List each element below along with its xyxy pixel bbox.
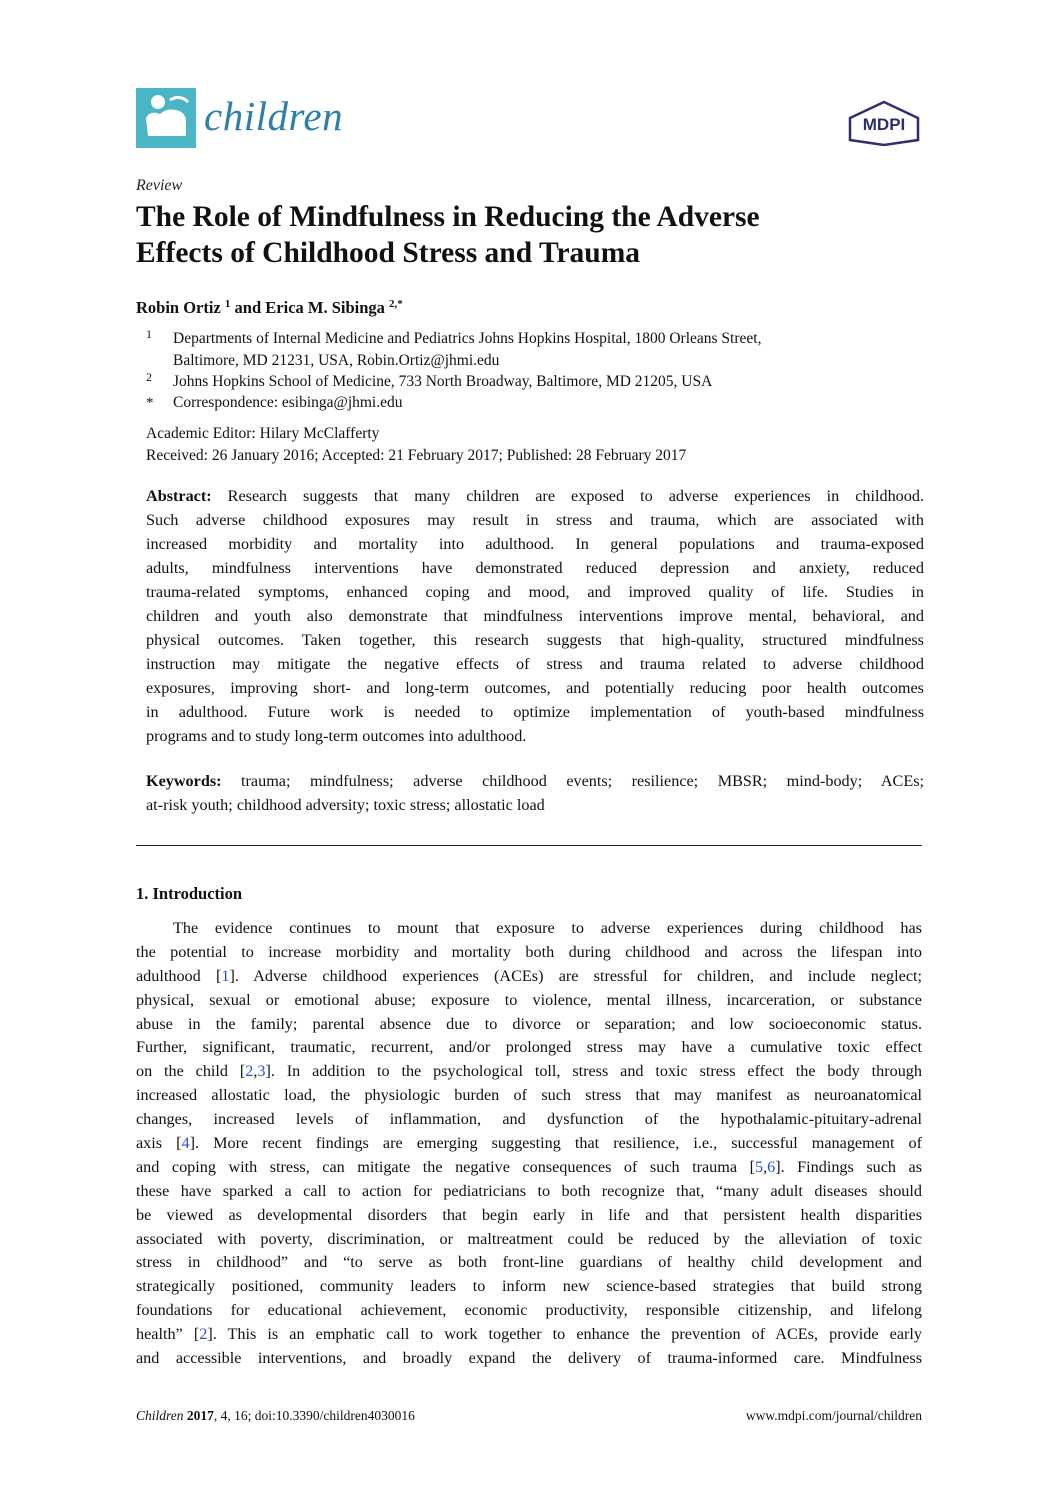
affiliation-line: Departments of Internal Medicine and Pediatrics Johns Hopkins Hospital, 1800 Orleans Street, xyxy=(173,330,762,347)
affiliation-2 xyxy=(173,371,712,393)
journal-url[interactable]: www.mdpi.com/journal/children xyxy=(745,1408,922,1423)
abstract-line: increased morbidity and mortality into adulthood. In general populations and trauma-exposed xyxy=(146,535,924,553)
title-line: Effects of Childhood Stress and Trauma xyxy=(136,237,641,269)
body-line xyxy=(136,965,922,989)
section-body xyxy=(136,917,922,1371)
article-type: Review xyxy=(136,177,183,194)
children-journal-logo-icon xyxy=(136,88,196,148)
body-text-run: be viewed as developmental disorders that begin early in life and that persistent health disparities xyxy=(136,1205,922,1224)
section-divider xyxy=(136,845,922,846)
keywords-line: at-risk youth; childhood adversity; toxic stress; allostatic load xyxy=(146,796,545,814)
abstract-line: instruction may mitigate the negative effects of stress and trauma related to adverse childhood xyxy=(146,655,924,673)
footer-year: 2017 xyxy=(186,1408,214,1423)
body-line xyxy=(136,1013,922,1037)
affiliation-mark: * xyxy=(146,395,154,411)
citation-link[interactable]: 2 xyxy=(199,1325,208,1344)
academic-editor: Academic Editor: Hilary McClafferty xyxy=(146,425,380,442)
citation-link[interactable]: 6 xyxy=(767,1157,776,1176)
body-text-run: foundations for educational achievement, economic productivity, responsible citizenship, and lifelong xyxy=(136,1301,922,1320)
body-text-run: on the child [ xyxy=(136,1062,246,1081)
body-text-run: these have sparked a call to action for pediatricians to both recognize that, “many adult diseases should xyxy=(136,1181,922,1200)
abstract-line: Abstract: Research suggests that many children are exposed to adverse experiences in childhood. xyxy=(146,487,924,505)
title-line: The Role of Mindfulness in Reducing the Adverse xyxy=(136,201,760,233)
section-heading: 1. Introduction xyxy=(136,884,243,903)
body-text-run: Further, significant, traumatic, recurrent, and/or prolonged stress may have a cumulative toxic effect xyxy=(136,1038,922,1057)
abstract-line: Such adverse childhood exposures may result in stress and trauma, which are associated with xyxy=(146,511,924,529)
citation-link[interactable]: 4 xyxy=(181,1134,190,1153)
keywords-line: Keywords: trauma; mindfulness; adverse childhood events; resilience; MBSR; mind-body; ACEs; xyxy=(146,772,925,790)
abstract xyxy=(146,484,924,748)
citation-footer xyxy=(136,1408,415,1424)
body-line xyxy=(136,917,922,941)
keywords xyxy=(146,769,924,817)
affiliation-mark: 1 xyxy=(146,327,152,341)
affiliation-line: Baltimore, MD 21231, USA, Robin.Ortiz@jhmi.edu xyxy=(173,351,500,369)
body-line xyxy=(136,1060,922,1084)
body-line xyxy=(136,1228,922,1252)
body-line xyxy=(136,1156,922,1180)
affiliation-1 xyxy=(173,328,761,371)
abstract-line: in adulthood. Future work is needed to optimize implementation of youth-based mindfulness xyxy=(146,703,924,721)
abstract-line: trauma-related symptoms, enhanced coping and mood, and improved quality of life. Studies in xyxy=(146,583,924,601)
body-line xyxy=(136,1251,922,1275)
body-line xyxy=(136,1132,922,1156)
citation-link[interactable]: 2 xyxy=(245,1062,254,1081)
footer-journal: Children xyxy=(136,1408,184,1423)
publication-dates: Received: 26 January 2016; Accepted: 21 February 2017; Published: 28 February 2017 xyxy=(146,447,687,464)
abstract-line: physical outcomes. Taken together, this research suggests that high-quality, structured mindfulness xyxy=(146,631,924,649)
body-text-run: ]. Adverse childhood experiences (ACEs) are stressful for children, and include neglect; xyxy=(229,966,922,985)
abstract-label: Abstract: xyxy=(146,487,212,505)
body-text-run: strategically positioned, community leaders to inform new science-based strategies that build strong xyxy=(136,1277,922,1296)
body-text-run: and accessible interventions, and broadly expand the delivery of trauma-informed care. Mindfulness xyxy=(136,1349,922,1368)
body-text-run: ]. More recent findings are emerging suggesting that resilience, i.e., successful management of xyxy=(189,1134,922,1153)
affiliation-line: Johns Hopkins School of Medicine, 733 North Broadway, Baltimore, MD 21205, USA xyxy=(173,373,713,390)
abstract-line: exposures, improving short- and long-term outcomes, and potentially reducing poor health outcomes xyxy=(146,679,924,697)
body-line xyxy=(136,941,922,965)
journal-name: children xyxy=(204,93,344,139)
author-affil-mark: 2,* xyxy=(389,298,403,310)
body-line xyxy=(136,1108,922,1132)
abstract-line: children and youth also demonstrate that mindfulness interventions improve mental, behavioral, and xyxy=(146,607,924,625)
body-text-run: associated with poverty, discrimination, or maltreatment could be reduced by the alleviation of toxic xyxy=(136,1229,922,1248)
body-text-run: , xyxy=(253,1062,258,1081)
body-text-run: changes, increased levels of inflammation, and dysfunction of the hypothalamic-pituitary-adrenal xyxy=(136,1110,922,1129)
author-name: Robin Ortiz xyxy=(136,298,221,317)
footer-doi: , 4, 16; doi:10.3390/children4030016 xyxy=(213,1408,415,1423)
affiliation-mark: 2 xyxy=(146,370,152,384)
citation-link[interactable]: 5 xyxy=(754,1157,764,1176)
citation-link[interactable]: 3 xyxy=(257,1062,266,1081)
body-text-run: increased allostatic load, the physiologic burden of such stress that may manifest as neuroanatomical xyxy=(136,1086,922,1105)
body-text-run: , xyxy=(763,1157,768,1176)
body-line xyxy=(136,1299,922,1323)
author-name: Erica M. Sibinga xyxy=(265,298,385,317)
citation-link[interactable]: 1 xyxy=(221,966,230,985)
body-text-run: health” [ xyxy=(136,1325,200,1344)
author-list xyxy=(136,298,403,318)
body-text-run: adulthood [ xyxy=(136,966,222,985)
body-line xyxy=(136,1323,922,1347)
correspondence xyxy=(173,392,403,414)
mdpi-logo-text: MDPI xyxy=(862,115,906,134)
body-text-run: and coping with stress, can mitigate the negative consequences of such trauma [ xyxy=(136,1157,755,1176)
body-line xyxy=(136,1180,922,1204)
body-text-run: physical, sexual or emotional abuse; exposure to violence, mental illness, incarceration, or substance xyxy=(136,990,922,1009)
body-line xyxy=(136,1204,922,1228)
body-line xyxy=(136,989,922,1013)
author-affil-mark: 1 xyxy=(224,298,231,310)
affiliation-line: Correspondence: esibinga@jhmi.edu xyxy=(173,394,403,411)
body-text-run: ]. Findings such as xyxy=(775,1157,922,1176)
body-text-run: the potential to increase morbidity and mortality both during childhood and across the lifespan into xyxy=(136,942,922,961)
body-line xyxy=(136,1347,922,1371)
body-line xyxy=(136,1275,922,1299)
body-text-run: axis [ xyxy=(136,1134,182,1153)
body-line xyxy=(136,1036,922,1060)
body-text-run: The evidence continues to mount that exposure to adverse experiences during childhood has xyxy=(173,919,922,937)
body-line xyxy=(136,1084,922,1108)
body-text-run: abuse in the family; parental absence due to divorce or separation; and low socioeconomic status. xyxy=(136,1014,922,1033)
article-title xyxy=(136,199,936,271)
mdpi-logo-icon xyxy=(846,100,922,146)
body-text-run: stress in childhood” and “to serve as both front-line guardians of healthy child development and xyxy=(136,1253,922,1272)
body-text-run: ]. This is an emphatic call to work together to enhance the prevention of ACEs, provide early xyxy=(207,1325,922,1344)
abstract-line: programs and to study long-term outcomes into adulthood. xyxy=(146,727,527,745)
abstract-line: adults, mindfulness interventions have demonstrated reduced depression and anxiety, reduced xyxy=(146,559,924,577)
keywords-label: Keywords: xyxy=(146,772,222,790)
author-joiner: and xyxy=(230,298,266,317)
body-text-run: ]. In addition to the psychological toll, stress and toxic stress effect the body through xyxy=(265,1062,922,1081)
